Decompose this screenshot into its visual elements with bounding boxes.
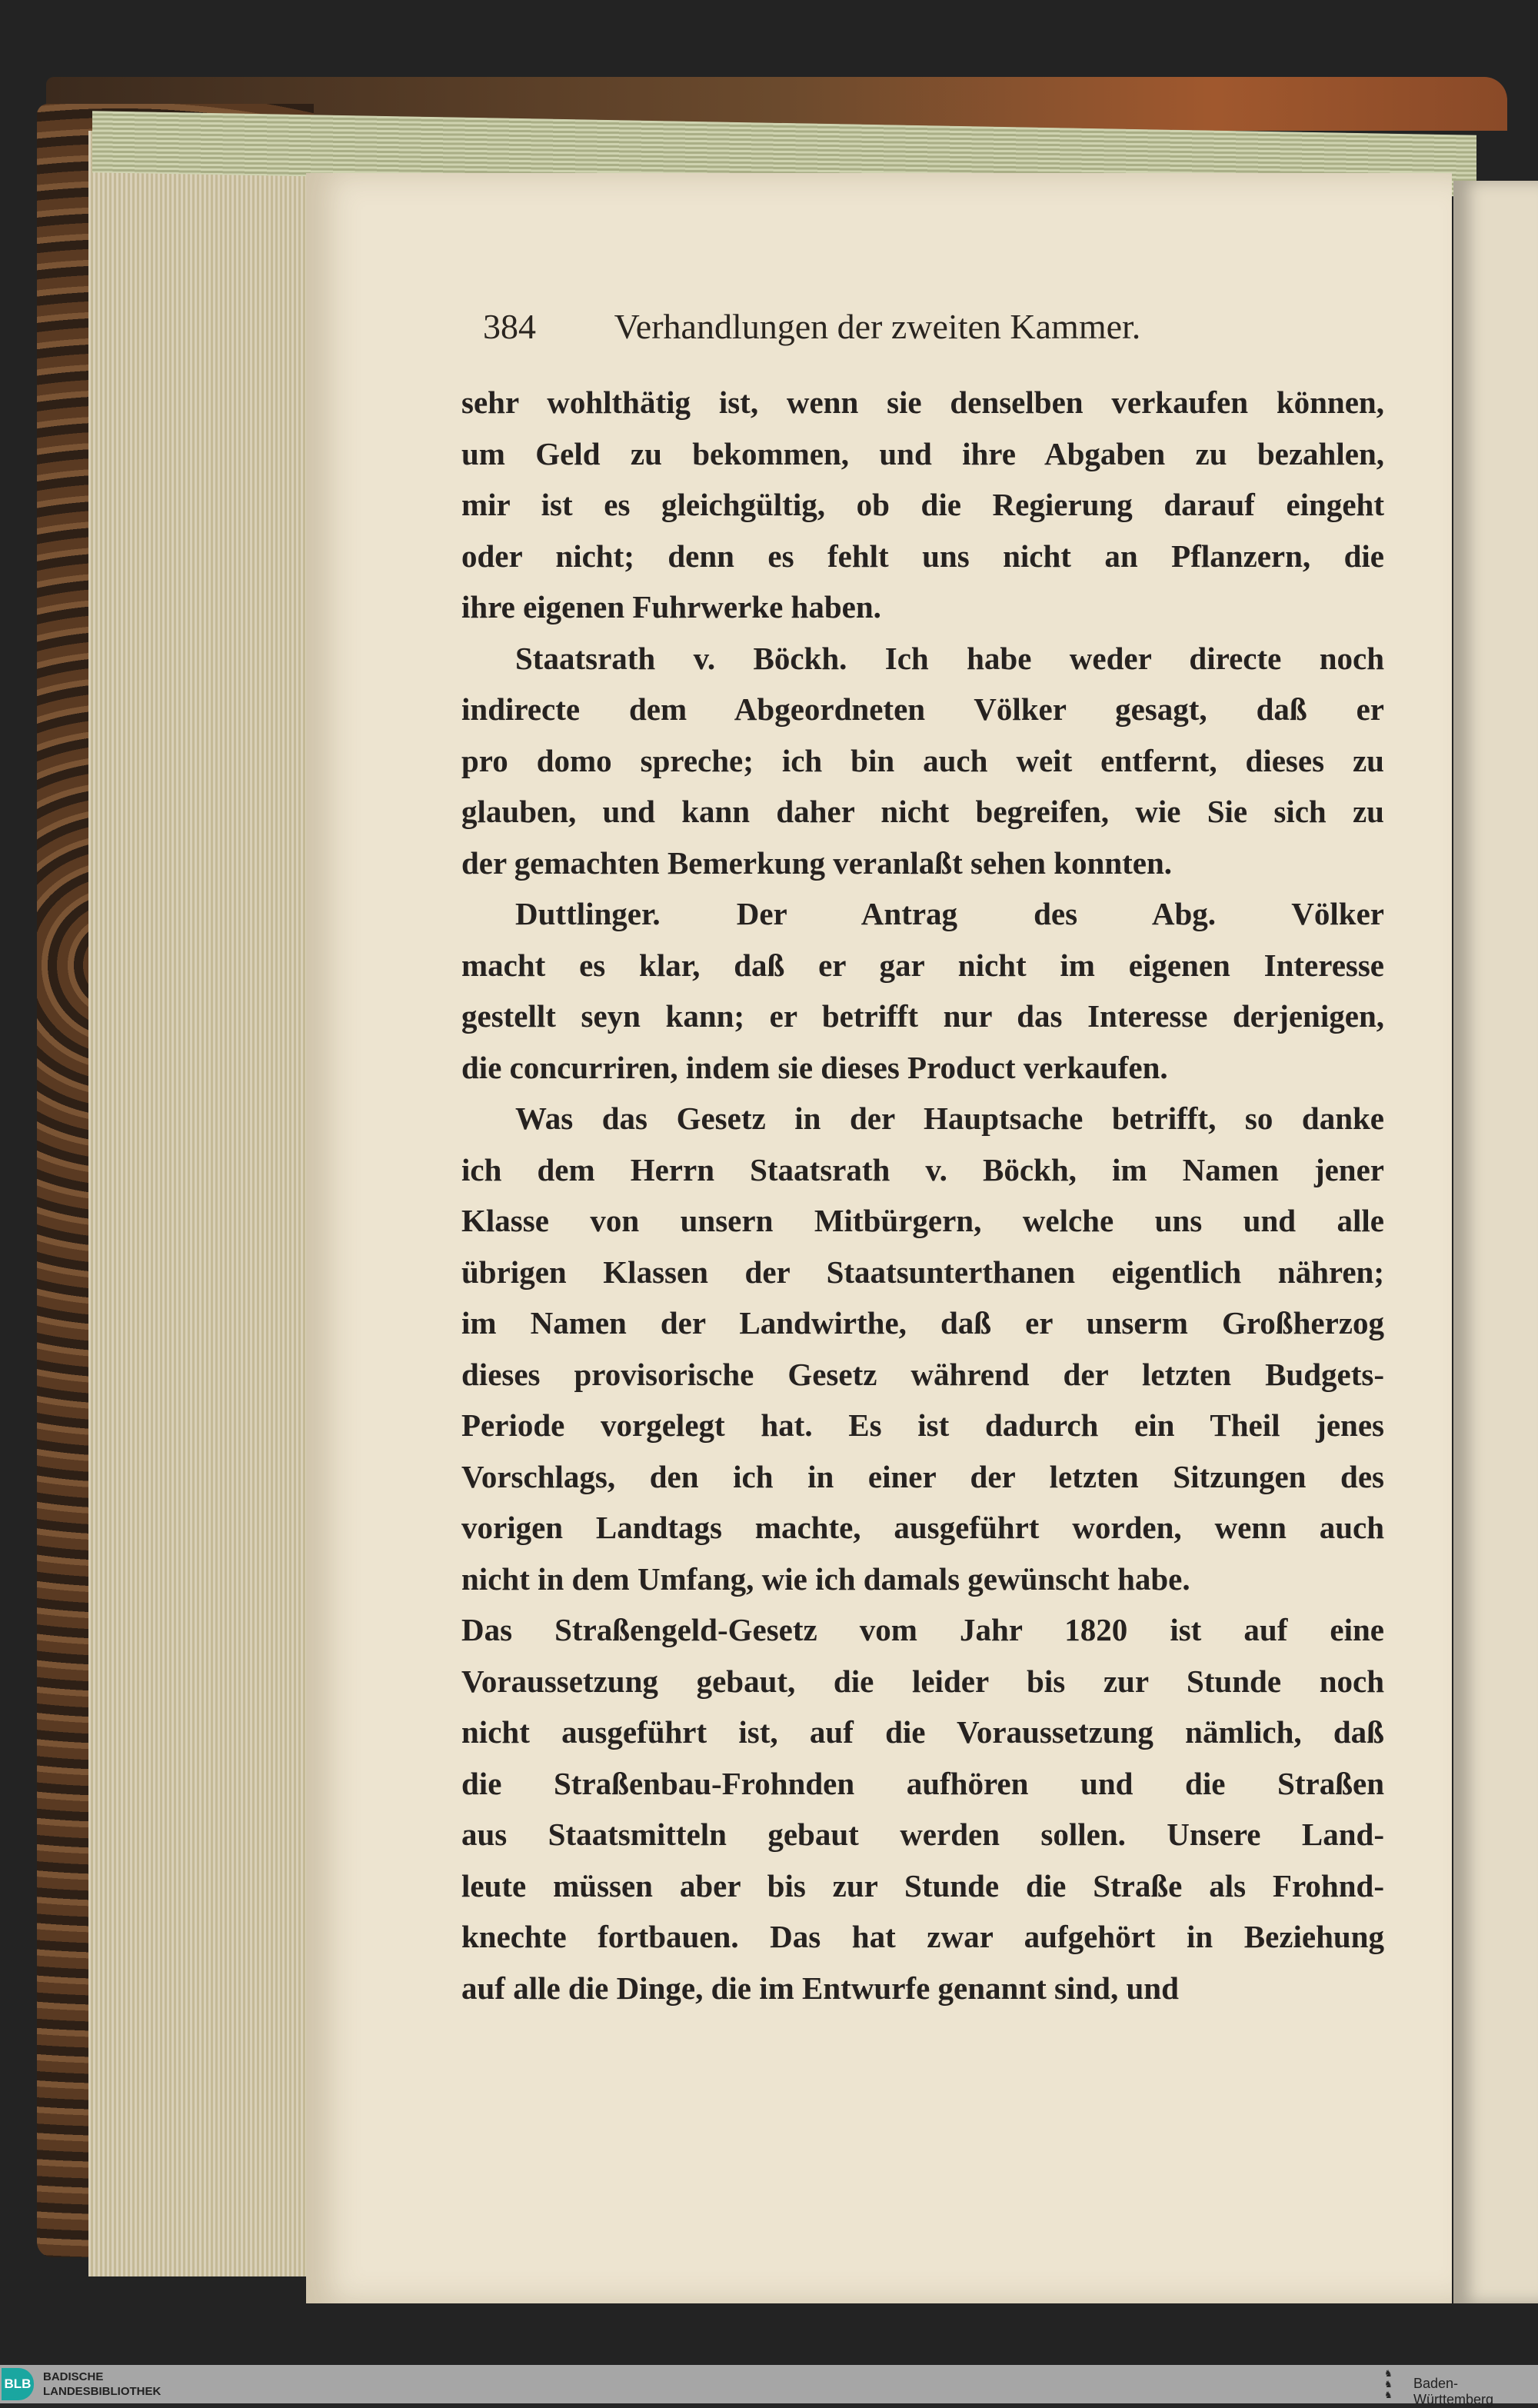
blb-logo: BLB <box>2 2368 34 2400</box>
body-text <box>461 377 1384 2013</box>
text-line: übrigen Klassen der Staatsunterthanen eigentlich nähren; <box>461 1254 1384 1290</box>
text-line: Das Straßengeld-Gesetz vom Jahr 1820 ist auf eine <box>461 1612 1384 1647</box>
text-line: macht es klar, daß er gar nicht im eigenen Interesse <box>461 947 1384 983</box>
text-line: leute müssen aber bis zur Stunde die Straße als Frohnd- <box>461 1867 1384 1903</box>
text-line: der gemachten Bemerkung veranlaßt sehen konnten. <box>461 844 1173 881</box>
text-line: knechte fortbauen. Das hat zwar aufgehört in Beziehung <box>461 1919 1384 1954</box>
text-line: indirecte dem Abgeordneten Völker gesagt, daß er <box>461 691 1384 727</box>
page-header <box>483 306 1252 347</box>
library-name <box>43 2370 161 2399</box>
text-line: nicht in dem Umfang, wie ich damals gewünscht habe. <box>461 1560 1190 1597</box>
text-line: aus Staatsmitteln gebaut werden sollen. Unsere Land- <box>461 1817 1384 1852</box>
text-line: Klasse von unsern Mitbürgern, welche uns und alle <box>461 1203 1384 1238</box>
text-line: um Geld zu bekommen, und ihre Abgaben zu bezahlen, <box>461 435 1384 471</box>
text-line: oder nicht; denn es fehlt uns nicht an Pflanzern, die <box>461 538 1384 574</box>
text-line: nicht ausgeführt ist, auf die Voraussetzung nämlich, daß <box>461 1714 1384 1750</box>
text-line: vorigen Landtags machte, ausgeführt worden, wenn auch <box>461 1510 1384 1545</box>
page-number: 384 <box>483 307 536 346</box>
text-line: gestellt seyn kann; er betrifft nur das Interesse derjenigen, <box>461 998 1384 1034</box>
text-line: Periode vorgelegt hat. Es ist dadurch ein Theil jenes <box>461 1407 1384 1443</box>
text-line: Staatsrath v. Böckh. Ich habe weder directe noch <box>515 640 1384 676</box>
running-title: Verhandlungen der zweiten Kammer. <box>614 307 1141 346</box>
state-name: Baden-Württemberg <box>1413 2376 1494 2407</box>
text-line: im Namen der Landwirthe, daß er unserm Großherzog <box>461 1305 1384 1341</box>
text-line: pro domo spreche; ich bin auch weit entfernt, dieses zu <box>461 742 1384 778</box>
text-line: dieses provisorische Gesetz während der letzten Budgets- <box>461 1356 1384 1392</box>
footer-bar <box>0 2365 1538 2407</box>
text-line: ihre eigenen Fuhrwerke haben. <box>461 589 881 624</box>
text-line: die concurriren, indem sie dieses Product verkaufen. <box>461 1049 1168 1085</box>
library-name-line2: LANDESBIBLIOTHEK <box>43 2385 161 2398</box>
text-line: sehr wohlthätig ist, wenn sie denselben verkaufen können, <box>461 385 1384 420</box>
text-line: mir ist es gleichgültig, ob die Regierung darauf eingeht <box>461 487 1384 522</box>
text-line: ich dem Herrn Staatsrath v. Böckh, im Namen jener <box>461 1151 1384 1187</box>
text-line: auf alle die Dinge, die im Entwurfe genannt sind, und <box>461 1970 1179 2006</box>
baden-wuerttemberg-lions-icon: ♞ ♞ ♞ <box>1384 2368 1393 2400</box>
text-line: Duttlinger. Der Antrag des Abg. Völker <box>515 896 1384 931</box>
text-line: Was das Gesetz in der Hauptsache betrifft, so danke <box>515 1101 1384 1136</box>
library-name-line1: BADISCHE <box>43 2370 104 2383</box>
text-line: die Straßenbau-Frohnden aufhören und die Straßen <box>461 1765 1384 1801</box>
text-line: Voraussetzung gebaut, die leider bis zur Stunde noch <box>461 1663 1384 1699</box>
facing-page-edge <box>1453 181 1538 2303</box>
page-stack <box>88 131 319 2276</box>
text-line: glauben, und kann daher nicht begreifen, wie Sie sich zu <box>461 794 1384 829</box>
text-line: Vorschlags, den ich in einer der letzten Sitzungen des <box>461 1458 1384 1494</box>
